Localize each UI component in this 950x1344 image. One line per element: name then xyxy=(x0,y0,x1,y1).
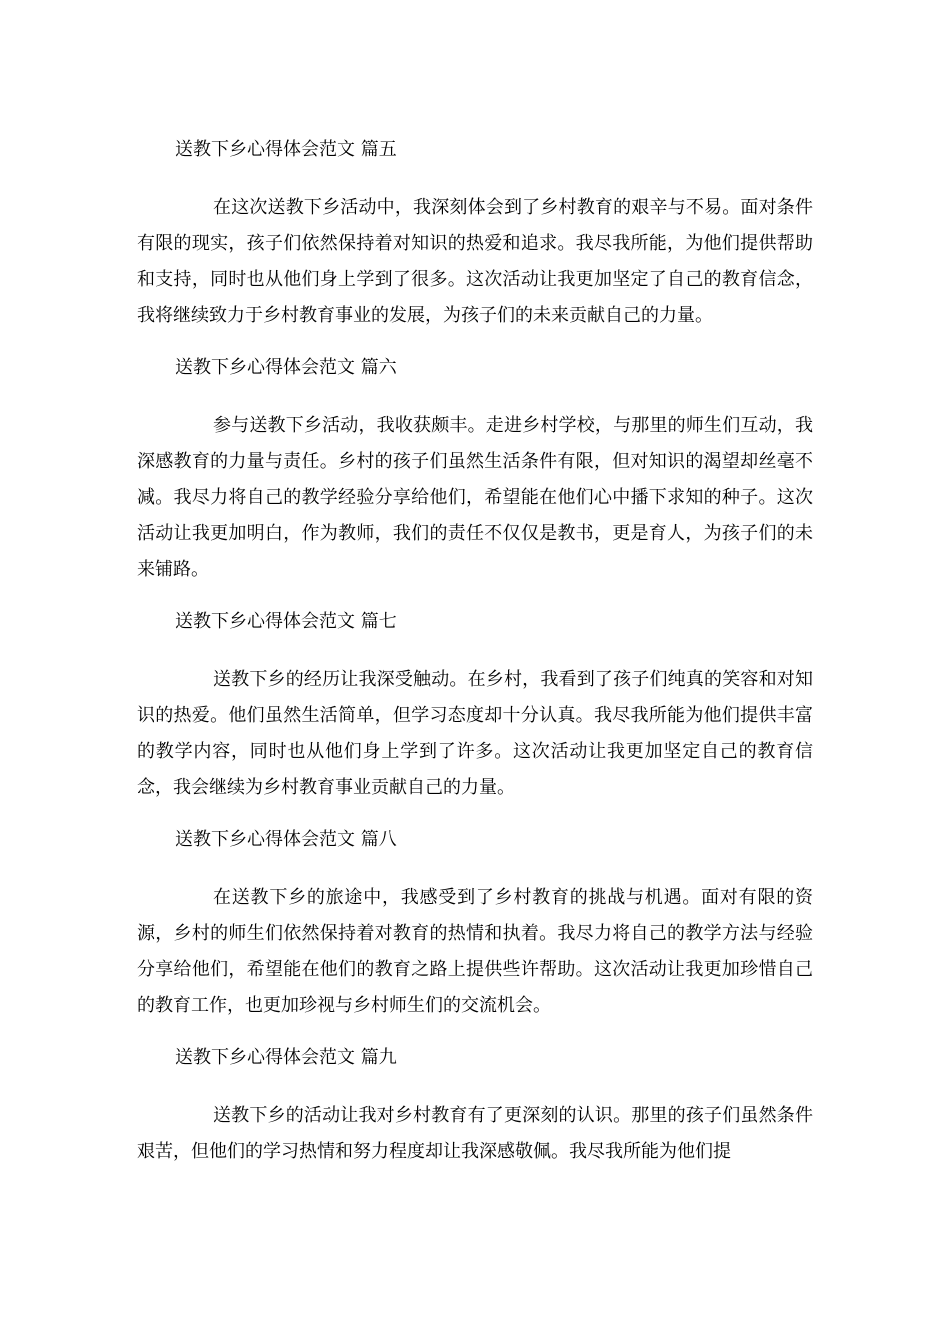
essay-section-6 xyxy=(137,350,813,588)
section-paragraph: 参与送教下乡活动，我收获颇丰。走进乡村学校，与那里的师生们互动，我深感教育的力量与责任。乡村的孩子们虽然生活条件有限，但对知识的渴望却丝毫不减。我尽力将自己的教学经验分享给他们，希望能在他们心中播下求知的种子。这次活动让我更加明白，作为教师，我们的责任不仅仅是教书，更是育人，为孩子们的未来铺路。 xyxy=(137,415,813,580)
essay-section-5 xyxy=(137,132,813,334)
document-content xyxy=(137,132,813,1186)
section-paragraph: 在送教下乡的旅途中，我感受到了乡村教育的挑战与机遇。面对有限的资源，乡村的师生们依然保持着对教育的热情和执着。我尽力将自己的教学方法与经验分享给他们，希望能在他们的教育之路上提供些许帮助。这次活动让我更加珍惜自己的教育工作，也更加珍视与乡村师生们的交流机会。 xyxy=(137,887,813,1016)
section-heading: 送教下乡心得体会范文 篇五 xyxy=(175,139,397,160)
section-heading: 送教下乡心得体会范文 篇六 xyxy=(175,357,397,378)
section-heading: 送教下乡心得体会范文 篇九 xyxy=(175,1047,397,1068)
section-paragraph: 在这次送教下乡活动中，我深刻体会到了乡村教育的艰辛与不易。面对条件有限的现实，孩子们依然保持着对知识的热爱和追求。我尽我所能，为他们提供帮助和支持，同时也从他们身上学到了很多。这次活动让我更加坚定了自己的教育信念，我将继续致力于乡村教育事业的发展，为孩子们的未来贡献自己的力量。 xyxy=(137,197,813,326)
essay-section-7 xyxy=(137,604,813,806)
section-heading: 送教下乡心得体会范文 篇七 xyxy=(175,611,397,632)
section-heading: 送教下乡心得体会范文 篇八 xyxy=(175,829,397,850)
section-paragraph: 送教下乡的经历让我深受触动。在乡村，我看到了孩子们纯真的笑容和对知识的热爱。他们虽然生活简单，但学习态度却十分认真。我尽我所能为他们提供丰富的教学内容，同时也从他们身上学到了许多。这次活动让我更加坚定自己的教育信念，我会继续为乡村教育事业贡献自己的力量。 xyxy=(137,669,813,798)
essay-section-9 xyxy=(137,1040,813,1170)
section-paragraph: 送教下乡的活动让我对乡村教育有了更深刻的认识。那里的孩子们虽然条件艰苦，但他们的学习热情和努力程度却让我深感敬佩。我尽我所能为他们提 xyxy=(137,1105,813,1162)
essay-section-8 xyxy=(137,822,813,1024)
